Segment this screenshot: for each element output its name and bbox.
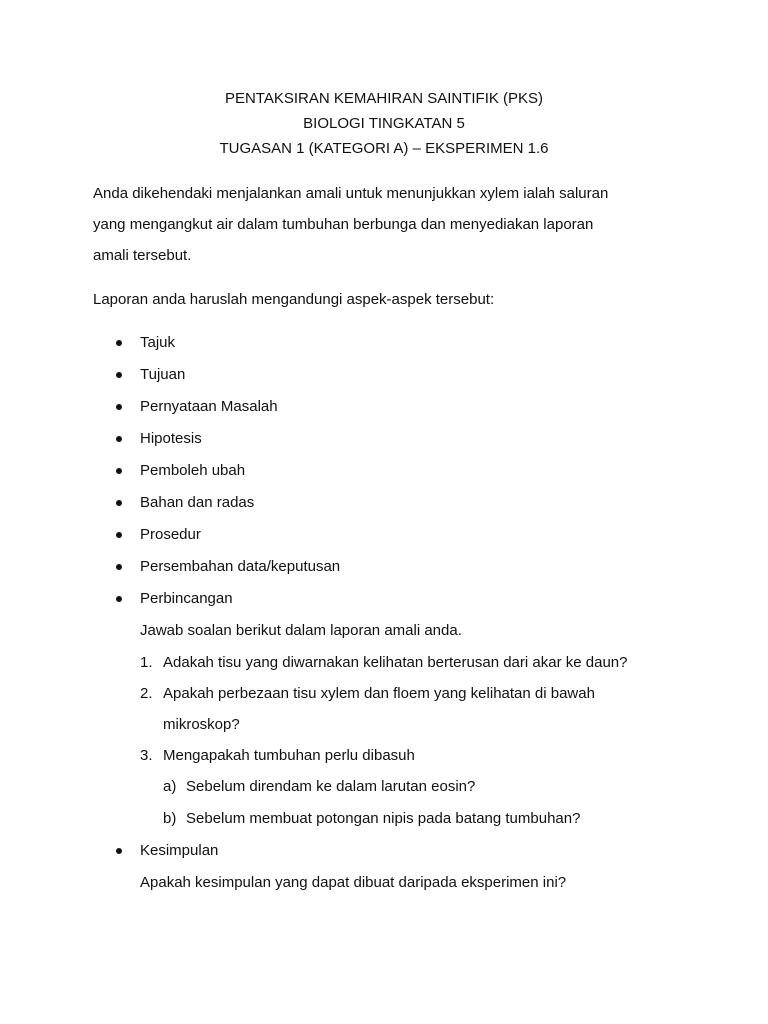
question-3a: Sebelum direndam ke dalam larutan eosin? bbox=[186, 778, 476, 795]
bullet-icon bbox=[116, 500, 122, 506]
bullet-icon bbox=[116, 564, 122, 570]
bullet-icon bbox=[116, 436, 122, 442]
header-subject: BIOLOGI TINGKATAN 5 bbox=[303, 115, 465, 132]
intro-line-3: amali tersebut. bbox=[93, 247, 192, 264]
aspect-item: Tujuan bbox=[140, 366, 186, 383]
question-number: 2. bbox=[140, 685, 153, 702]
conclusion-question: Apakah kesimpulan yang dapat dibuat daripada eksperimen ini? bbox=[140, 874, 567, 891]
aspect-item: Pernyataan Masalah bbox=[140, 398, 278, 415]
aspect-item: Hipotesis bbox=[140, 430, 202, 447]
bullet-icon bbox=[116, 596, 122, 602]
header-task: TUGASAN 1 (KATEGORI A) – EKSPERIMEN 1.6 bbox=[219, 140, 549, 157]
aspect-item: Persembahan data/keputusan bbox=[140, 558, 341, 575]
question-2-line-1: Apakah perbezaan tisu xylem dan floem yang kelihatan di bawah bbox=[163, 685, 595, 702]
question-1: Adakah tisu yang diwarnakan kelihatan berterusan dari akar ke daun? bbox=[163, 654, 628, 671]
conclusion-label: Kesimpulan bbox=[140, 842, 219, 859]
sub-question-label: a) bbox=[163, 778, 177, 795]
bullet-icon bbox=[116, 532, 122, 538]
aspect-item: Tajuk bbox=[140, 334, 176, 351]
question-2-line-2: mikroskop? bbox=[163, 716, 240, 733]
question-number: 3. bbox=[140, 747, 153, 764]
aspects-intro: Laporan anda haruslah mengandungi aspek-aspek tersebut: bbox=[93, 291, 495, 308]
aspect-item: Bahan dan radas bbox=[140, 494, 255, 511]
bullet-icon bbox=[116, 372, 122, 378]
intro-line-1: Anda dikehendaki menjalankan amali untuk menunjukkan xylem ialah saluran bbox=[93, 185, 609, 202]
aspect-item: Perbincangan bbox=[140, 590, 233, 607]
question-number: 1. bbox=[140, 654, 153, 671]
bullet-icon bbox=[116, 404, 122, 410]
bullet-icon bbox=[116, 340, 122, 346]
sub-question-label: b) bbox=[163, 810, 177, 827]
intro-line-2: yang mengangkut air dalam tumbuhan berbunga dan menyediakan laporan bbox=[93, 216, 594, 233]
bullet-icon bbox=[116, 848, 122, 854]
aspect-item: Pemboleh ubah bbox=[140, 462, 246, 479]
bullet-icon bbox=[116, 468, 122, 474]
header-title: PENTAKSIRAN KEMAHIRAN SAINTIFIK (PKS) bbox=[224, 90, 544, 107]
question-3: Mengapakah tumbuhan perlu dibasuh bbox=[163, 747, 415, 764]
aspect-item: Prosedur bbox=[140, 526, 201, 543]
discussion-instruction: Jawab soalan berikut dalam laporan amali anda. bbox=[140, 622, 462, 639]
question-3b: Sebelum membuat potongan nipis pada batang tumbuhan? bbox=[186, 810, 581, 827]
